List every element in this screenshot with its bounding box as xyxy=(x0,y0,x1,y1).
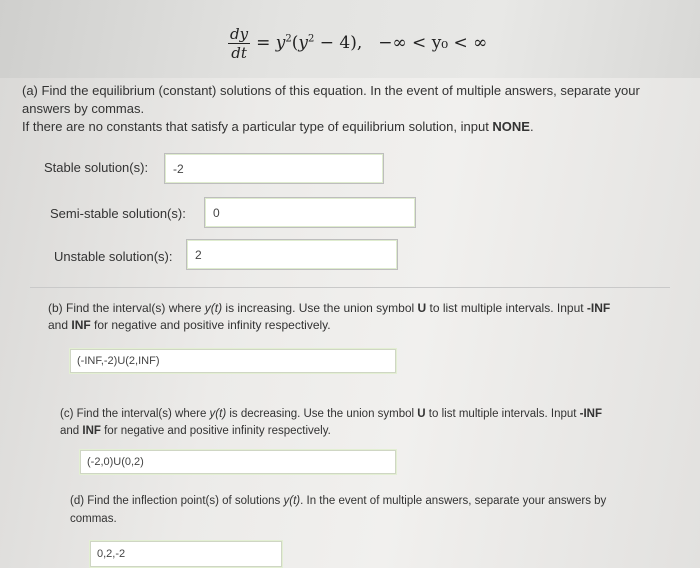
part-c-line-1-mid: is decreasing. Use the union symbol xyxy=(226,408,418,420)
part-c-union-symbol: U xyxy=(417,408,426,420)
part-d-prompt xyxy=(70,492,690,528)
rhs-exponent-1: 2 xyxy=(285,33,292,45)
part-d-y-of-t: y(t) xyxy=(283,495,301,507)
equation-rhs xyxy=(256,33,362,53)
part-d-line-1-pre: (d) Find the inflection point(s) of solutions xyxy=(70,495,284,507)
unstable-solutions-value: 2 xyxy=(195,247,202,262)
part-c-prompt xyxy=(60,406,690,440)
rhs-y-inner: y xyxy=(298,33,308,53)
part-c-inf: INF xyxy=(82,425,101,437)
part-c-line-2-pre: and xyxy=(60,425,83,437)
part-b-line-1-mid: is increasing. Use the union symbol xyxy=(222,301,418,315)
part-c-line-2-post: for negative and positive infinity respectively. xyxy=(100,425,331,437)
part-a-line-3 xyxy=(22,118,692,136)
part-b-y-of-t: y(t) xyxy=(204,301,223,315)
part-b-line-1-post: to list multiple intervals. Input xyxy=(426,301,587,315)
increasing-intervals-input[interactable] xyxy=(70,349,396,373)
inflection-points-value: 0,2,-2 xyxy=(97,548,126,560)
rhs-exponent-2: 2 xyxy=(307,33,315,45)
stable-solutions-input[interactable] xyxy=(164,153,384,184)
part-b-line-2-pre: and xyxy=(48,318,72,332)
part-b-union-symbol: U xyxy=(417,301,427,315)
part-a-line-3-text: If there are no constants that satisfy a particular type of equilibrium solution, input xyxy=(22,119,493,134)
semistable-solutions-input[interactable] xyxy=(204,197,416,228)
derivative-fraction xyxy=(228,25,250,62)
part-b-prompt xyxy=(48,300,688,334)
differential-equation xyxy=(228,18,487,68)
part-d-line-2: commas. xyxy=(70,513,117,525)
part-d-line-1 xyxy=(70,492,690,510)
fraction-denominator: dt xyxy=(231,43,247,62)
part-c-y-of-t: y(t) xyxy=(209,408,227,420)
part-c-line-1-pre: (c) Find the interval(s) where xyxy=(60,408,210,420)
part-b-line-2-post: for negative and positive infinity respectively. xyxy=(90,318,331,332)
rhs-tail: − 4), xyxy=(314,33,363,53)
fraction-numerator: dy xyxy=(230,24,249,43)
part-c-neg-inf: -INF xyxy=(579,408,603,420)
part-a-line-3-period: . xyxy=(529,119,534,134)
part-b-line-1-pre: (b) Find the interval(s) where xyxy=(48,301,205,315)
part-a-line-2: answers by commas. xyxy=(22,101,145,116)
part-c-line-1 xyxy=(60,406,690,423)
none-keyword: NONE xyxy=(492,119,530,134)
section-divider xyxy=(30,287,670,288)
part-b-neg-inf: -INF xyxy=(586,301,611,315)
increasing-intervals-value: (-INF,-2)U(2,INF) xyxy=(77,355,160,367)
part-c-line-2 xyxy=(60,423,690,440)
unstable-solutions-label: Unstable solution(s): xyxy=(54,249,173,264)
initial-value-range: −∞ < y₀ < ∞ xyxy=(378,33,488,53)
part-b-line-1 xyxy=(48,300,688,317)
unstable-solutions-input[interactable] xyxy=(186,239,398,270)
part-a-line-1: (a) Find the equilibrium (constant) solutions of this equation. In the event of multiple answers, separate your xyxy=(22,83,640,98)
inflection-points-input[interactable] xyxy=(90,541,282,567)
part-b-inf: INF xyxy=(71,318,91,332)
part-a-prompt xyxy=(22,82,692,136)
part-c-line-1-post: to list multiple intervals. Input xyxy=(425,408,580,420)
rhs-open-paren: ( xyxy=(291,33,299,53)
stable-solutions-value: -2 xyxy=(173,161,184,176)
rhs-y: y xyxy=(275,33,286,53)
part-b-line-2 xyxy=(48,317,688,334)
rhs-equals: = xyxy=(256,33,276,53)
semistable-solutions-value: 0 xyxy=(213,205,220,220)
semistable-solutions-label: Semi-stable solution(s): xyxy=(50,206,186,221)
stable-solutions-label: Stable solution(s): xyxy=(44,160,149,175)
decreasing-intervals-input[interactable] xyxy=(80,450,396,474)
part-d-line-1-post: . In the event of multiple answers, separate your answers by xyxy=(300,495,607,507)
decreasing-intervals-value: (-2,0)U(0,2) xyxy=(87,456,144,468)
